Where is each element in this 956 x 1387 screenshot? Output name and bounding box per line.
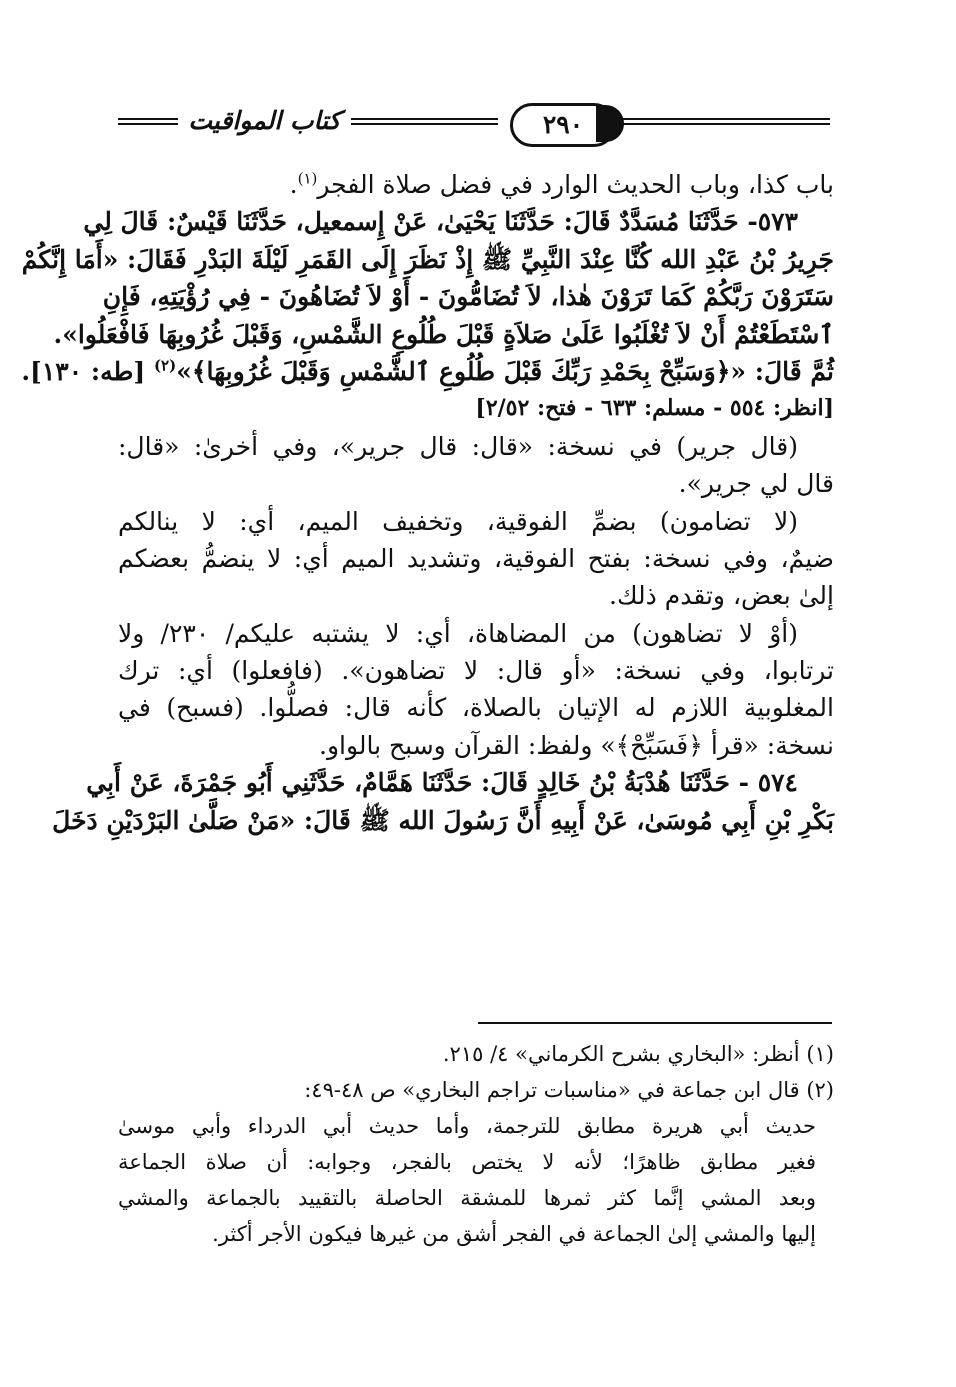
text-line	[83, 203, 834, 240]
footnote-marker: (١)	[297, 169, 318, 188]
text-line-content: باب كذا، وباب الحديث الوارد في فضل صلاة الفجر	[317, 170, 834, 199]
text-line	[86, 764, 834, 801]
text-line-content: إلىٰ بعض، وتقدم ذلك.	[609, 581, 834, 611]
text-line-content: (أوْ لا تضاهون) من المضاهاة، أي: لا يشتبه عليكم/ ٢٣٠/ ولا	[118, 618, 798, 648]
text-line	[118, 465, 834, 502]
text-line	[52, 802, 834, 839]
text-line	[118, 390, 834, 427]
footnote-line: وبعد المشي إنَّما كثر ثمرها للمشقة الحاصلة بالتقييد بالجماعة والمشي	[118, 1186, 816, 1210]
text-line-content: (قال جرير) في نسخة: «قال: قال جرير»، وفي أخرىٰ: «قال:	[118, 431, 798, 461]
text-line	[118, 166, 834, 203]
footnote-line: حديث أبي هريرة مطابق للترجمة، وأما حديث أبي الدرداء وأبي موسىٰ	[118, 1114, 816, 1138]
text-line	[118, 727, 834, 764]
main-text	[21, 166, 834, 839]
text-line	[118, 689, 834, 726]
text-line-tail: [طه: ١٣٠].	[21, 356, 154, 386]
text-line-content: ترتابوا، وفي نسخة: «أو قال: لا تضاهون». (فافعلوا) أي: ترك	[118, 656, 834, 686]
text-line-content: ثُمَّ قَالَ: «﴿وَسَبِّحْ بِحَمْدِ رَبِّكَ قَبْلَ طُلُوعِ ٱلشَّمْسِ وَقَبْلَ غُرُوبِهَا﴾»	[176, 356, 834, 386]
text-line-content: ضيمٌ، وفي نسخة: بفتح الفوقية، وتشديد الميم أي: لا ينضمُّ بعضكم	[118, 543, 834, 573]
text-line	[21, 241, 834, 278]
text-line-content: سَتَرَوْنَ رَبَّكُمْ كَمَا تَرَوْنَ هٰذا، لاَ تُضَامُّونَ - أَوْ لاَ تُضَاهُونَ - فِي رُؤْيَتِهِ، فَإِنِ	[102, 282, 834, 312]
text-line	[118, 652, 834, 689]
text-line	[118, 540, 834, 577]
footnote-marker: (٢)	[153, 356, 177, 375]
text-line-content: ٥٧٤ - حَدَّثَنَا هُدْبَةُ بْنُ خَالِدٍ قَالَ: حَدَّثَنَا هَمَّامٌ، حَدَّثَنِي أَبُو جَمْرَةَ، عَنْ أَبِي	[86, 768, 798, 798]
header-rule-right	[623, 118, 830, 125]
text-line	[118, 615, 834, 652]
footnote-line: (١) أنظر: «البخاري بشرح الكرماني» ٤/ ٢١٥.	[442, 1042, 834, 1066]
text-line	[53, 316, 834, 353]
text-line-content: ٥٧٣- حَدَّثَنَا مُسَدَّدٌ قَالَ: حَدَّثَنَا يَحْيَىٰ، عَنْ إِسمعيل، حَدَّثَنَا قَيْسٌ: قَالَ لِي	[83, 207, 798, 237]
page-number: ٢٩٠	[510, 103, 616, 147]
text-line-tail: .	[289, 170, 298, 199]
text-line-content: المغلوبية اللازم له الإتيان بالصلاة، كأنه قال: فصلُّوا. (فسبح) في	[118, 693, 834, 723]
text-line	[21, 353, 834, 390]
footnotes	[118, 1036, 834, 1252]
text-line-content: [انظر: ٥٥٤ - مسلم: ٦٣٣ - فتح: ٢/٥٢]	[475, 395, 834, 422]
footnote-line: إليها والمشي إلىٰ الجماعة في الفجر أشق من غيرها فيكون الأجر أكثر.	[212, 1222, 816, 1246]
header-rule-left	[118, 118, 178, 125]
text-line	[102, 278, 834, 315]
text-line-content: ٱسْتَطَعْتُمْ أَنْ لاَ تُغْلَبُوا عَلَىٰ صَلاَةٍ قَبْلَ طُلُوعِ الشَّمْسِ، وَقَبْلَ غُرُوبِهَا فَافْعَلُوا».	[53, 319, 834, 349]
text-line-content: قال لي جرير».	[678, 469, 834, 499]
footnote-line: (٢) قال ابن جماعة في «مناسبات تراجم البخاري» ص ٤٨-٤٩:	[304, 1078, 834, 1102]
text-line-content: جَرِيرُ بْنُ عَبْدِ الله كُنَّا عِنْدَ النَّبِيِّ ﷺ إِذْ نَظَرَ إِلَى القَمَرِ لَيْلَةَ البَدْرِ فَقَالَ: «أَمَا إِنَّكُمْ	[21, 244, 834, 274]
footnote-line: فغير مطابق ظاهرًا؛ لأنه لا يختص بالفجر، وجوابه: أن صلاة الجماعة	[118, 1150, 816, 1174]
text-line-content: نسخة: «قرأ ﴿فَسَبِّحْ﴾» ولفظ: القرآن وسبح بالواو.	[319, 730, 834, 760]
text-line-content: بَكْرِ بْنِ أَبِي مُوسَىٰ، عَنْ أَبِيهِ أَنَّ رَسُولَ الله ﷺ قَالَ: «مَنْ صَلَّىٰ البَرْدَيْنِ دَخَلَ	[52, 805, 834, 835]
page-header	[118, 100, 830, 150]
header-rule-middle	[351, 118, 498, 125]
text-line-content: (لا تضامون) بضمِّ الفوقية، وتخفيف الميم، أي: لا ينالكم	[118, 506, 798, 536]
text-line	[118, 428, 834, 465]
book-title: كتاب المواقيت	[188, 106, 341, 135]
footnote-separator	[478, 1022, 832, 1024]
text-line	[118, 503, 834, 540]
text-line	[118, 577, 834, 614]
